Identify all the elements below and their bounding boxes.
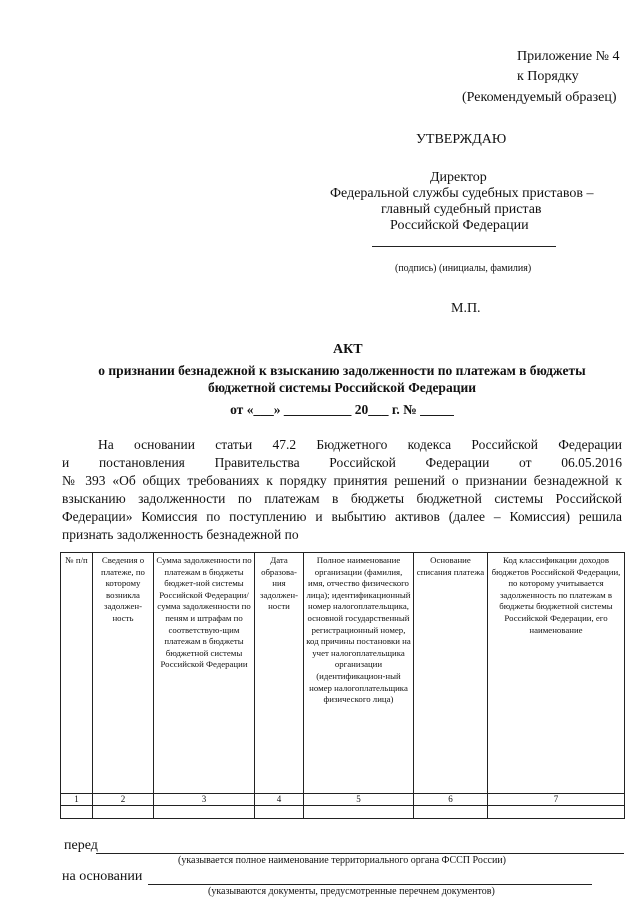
column-number: 7 <box>488 794 625 806</box>
column-header: Полное наименование организации (фамилия, имя, отчество физического лица); идентификационный номер налогоплательщика, основной государственный регистрационный номер, код причины постановки на учет налогоплательщика организации (идентификацион-ный номер налогоплательщика физического лица) <box>304 553 414 794</box>
table-number-row <box>61 794 625 806</box>
act-date-number: от «___» __________ 20___ г. № _____ <box>230 402 454 417</box>
table-header-row <box>61 553 625 794</box>
table-row <box>61 806 625 819</box>
stamp-place: М.П. <box>451 301 481 316</box>
approver-title-line2: Федеральной службы судебных приставов – <box>330 186 594 201</box>
body-line: Федерации» Комиссия по поступлению и выбытию активов (далее – Комиссия) решила <box>62 509 622 524</box>
act-heading: АКТ <box>333 342 363 357</box>
table-cell[interactable] <box>414 806 488 819</box>
column-number: 5 <box>304 794 414 806</box>
column-number: 2 <box>93 794 154 806</box>
before-label: перед <box>64 838 98 853</box>
appendix-number: Приложение № 4 <box>517 49 620 64</box>
column-header: Сведения о платеже, по которому возникла задолжен-ность <box>93 553 154 794</box>
appendix-note: (Рекомендуемый образец) <box>462 90 617 105</box>
basis-field-line[interactable] <box>148 884 592 885</box>
body-line: На основании статьи 47.2 Бюджетного кодекса Российской Федерации <box>98 437 622 452</box>
column-number: 3 <box>154 794 255 806</box>
approver-title-line1: Директор <box>430 170 487 185</box>
basis-label: на основании <box>62 869 143 884</box>
before-caption: (указывается полное наименование территориального органа ФССП России) <box>178 855 506 866</box>
column-number: 6 <box>414 794 488 806</box>
table-cell[interactable] <box>488 806 625 819</box>
signature-line <box>372 246 556 247</box>
column-header: № п/п <box>61 553 93 794</box>
column-number: 4 <box>255 794 304 806</box>
table-cell[interactable] <box>61 806 93 819</box>
signature-caption: (подпись) (инициалы, фамилия) <box>395 263 532 274</box>
body-line: признать задолженность безнадежной по <box>62 527 299 542</box>
column-header: Сумма задолженности по платежам в бюджеты бюджет-ной системы Российской Федерации/ сумма задолженности по пеням и штрафам по соответствую-щим платежам в бюджеты бюджетной системы Российской Федерации <box>154 553 255 794</box>
approver-title-line3: главный судебный пристав <box>381 202 542 217</box>
basis-caption: (указываются документы, предусмотренные перечнем документов) <box>208 886 495 897</box>
before-field-line[interactable] <box>96 853 624 854</box>
table-cell[interactable] <box>255 806 304 819</box>
approve-heading: УТВЕРЖДАЮ <box>416 132 507 147</box>
column-header: Основание списания платежа <box>414 553 488 794</box>
column-number: 1 <box>61 794 93 806</box>
column-header: Код классификации доходов бюджетов Российской Федерации, по которому учитывается задолженность по платежам в бюджеты бюджетной системы Российской Федерации, его наименование <box>488 553 625 794</box>
table-cell[interactable] <box>93 806 154 819</box>
appendix-reference: к Порядку <box>517 69 579 84</box>
act-subtitle-line1: о признании безнадежной к взысканию задолженности по платежам в бюджеты <box>98 363 586 378</box>
column-header: Дата образова-ния задолжен-ности <box>255 553 304 794</box>
body-line: и постановления Правительства Российской Федерации от 06.05.2016 <box>62 455 622 470</box>
approver-title-line4: Российской Федерации <box>390 218 529 233</box>
table-cell[interactable] <box>304 806 414 819</box>
act-body <box>62 436 622 544</box>
table-cell[interactable] <box>154 806 255 819</box>
body-line: взысканию задолженности по платежам в бюджеты бюджетной системы Российской <box>62 491 622 506</box>
body-line: № 393 «Об общих требованиях к порядку принятия решений о признании безнадежной к <box>62 473 622 488</box>
act-subtitle-line2: бюджетной системы Российской Федерации <box>207 380 477 395</box>
debt-table <box>60 552 625 819</box>
